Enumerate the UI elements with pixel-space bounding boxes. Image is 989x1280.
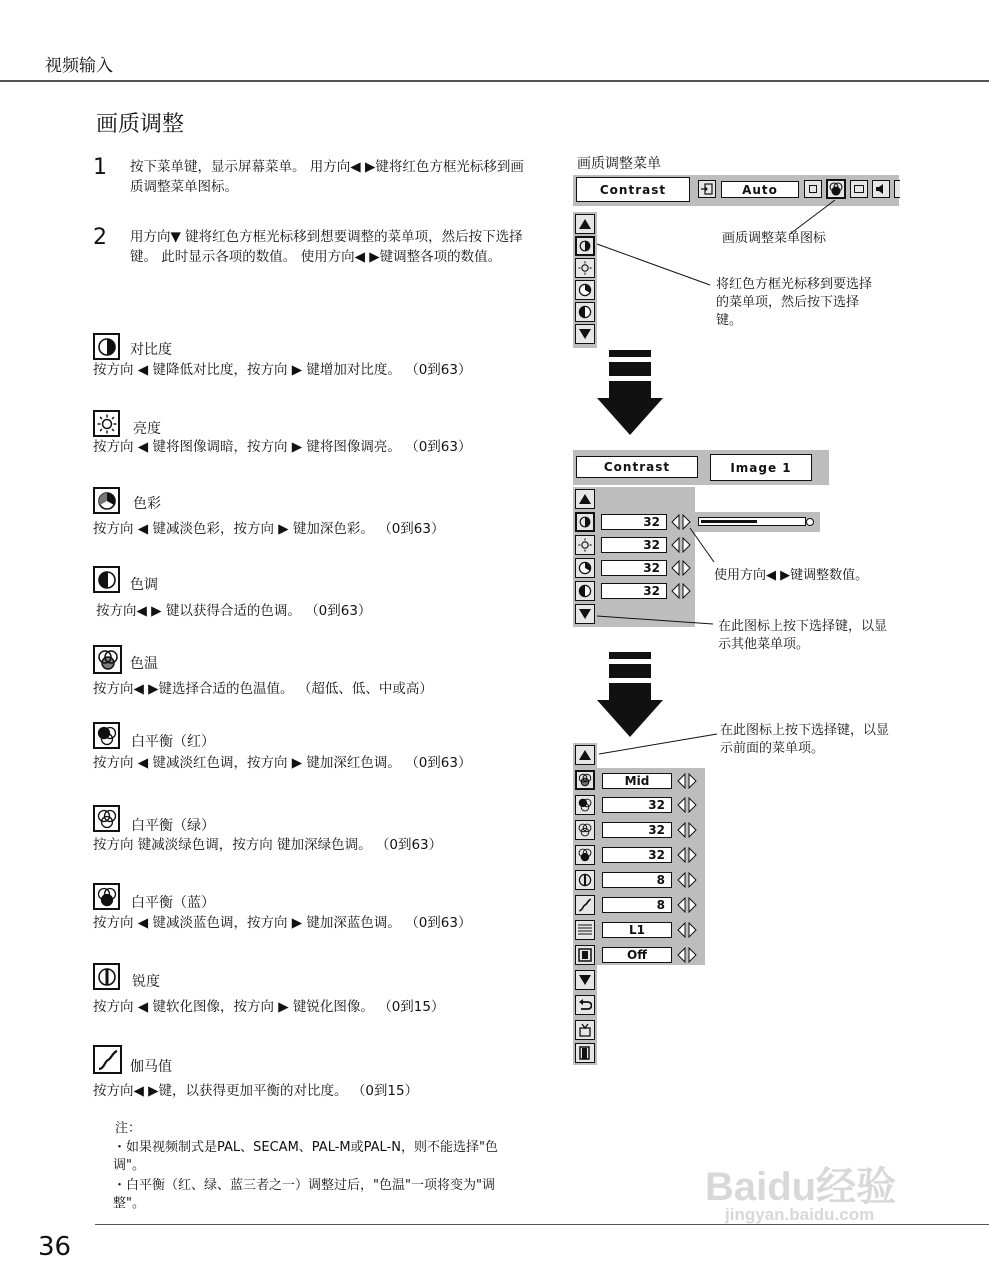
feature-desc: 按方向 ◀ 键降低对比度，按方向 ▶ 键增加对比度。 （0到63）: [93, 362, 472, 378]
feature-desc: 按方向 ◀ 键将图像调暗，按方向 ▶ 键将图像调亮。 （0到63）: [93, 439, 472, 455]
brightness-icon: [575, 535, 595, 555]
feature-name: 色彩: [133, 496, 161, 512]
left-right-arrows-icon: [677, 872, 697, 888]
note-label: 注：: [115, 1121, 142, 1136]
leader-line-adjust: [688, 526, 718, 566]
feature-name: 锐度: [132, 974, 160, 990]
gamma-icon: [575, 895, 595, 915]
feature-name: 白平衡（蓝）: [131, 895, 215, 911]
leader-line-prev: [597, 732, 722, 758]
noise-reduction-value: L1: [602, 922, 672, 938]
scroll-down-icon: [575, 604, 595, 624]
feature-name: 对比度: [130, 342, 172, 358]
exit-icon: [575, 1043, 595, 1063]
contrast-icon: [93, 333, 120, 360]
color-icon: [575, 558, 595, 578]
sharpness-icon: [93, 963, 120, 990]
note-item: ・白平衡（红、绿、蓝三者之一）调整过后，"色温"一项将变为"调整"。: [113, 1178, 495, 1211]
watermark-url: jingyan.baidu.com: [725, 1205, 875, 1224]
white-balance-red-icon: [93, 722, 120, 749]
leader-line-move: [595, 240, 715, 290]
page-title: 画质调整: [96, 112, 185, 137]
left-right-arrows-icon: [671, 583, 691, 599]
note-item: ・如果视频制式是PAL、SECAM、PAL-M或PAL-N，则不能选择"色调"。: [113, 1140, 498, 1173]
contrast-icon: [575, 236, 595, 256]
tint-icon: [93, 566, 120, 593]
color-temp-icon: [93, 645, 122, 674]
feature-desc: 按方向 ◀ 键软化图像，按方向 ▶ 键锐化图像。 （0到15）: [93, 999, 445, 1015]
progressive-icon: [575, 945, 595, 965]
header-divider: [0, 80, 989, 82]
color-icon: [575, 280, 595, 300]
big-down-arrow: [595, 350, 665, 436]
left-right-arrows-icon: [677, 922, 697, 938]
step-2-number: 2: [93, 225, 107, 250]
feature-desc: 按方向 ◀ 键减淡红色调，按方向 ▶ 键加深红色调。 （0到63）: [93, 755, 472, 771]
caption-next: 在此图标上按下选择键，以显示其他菜单项。: [718, 619, 888, 652]
feature-desc: 按方向◀ ▶ 键以获得合适的色调。 （0到63）: [96, 603, 372, 619]
gamma-icon: [93, 1045, 122, 1074]
reset-icon: [575, 995, 595, 1015]
screen-icon: [804, 180, 822, 198]
gamma-value: 8: [602, 897, 672, 913]
input-icon: [698, 180, 716, 198]
scroll-up-icon: [575, 214, 595, 234]
noise-reduction-icon: [575, 920, 595, 940]
mode-field: Auto: [721, 181, 799, 198]
progressive-value: Off: [602, 947, 672, 963]
left-right-arrows-icon: [677, 797, 697, 813]
contrast-field: Contrast: [576, 177, 690, 202]
white-balance-green-value: 32: [602, 822, 672, 838]
caption-prev: 在此图标上按下选择键，以显示前面的菜单项。: [720, 723, 890, 756]
color-icon: [93, 487, 120, 514]
left-right-arrows-icon: [677, 822, 697, 838]
left-right-arrows-icon: [677, 773, 697, 789]
contrast-field: Contrast: [576, 456, 698, 478]
sharpness-value: 8: [602, 872, 672, 888]
section-title: 视频输入: [45, 56, 113, 76]
more-icon: [894, 180, 900, 198]
watermark-brand: Baidu经验: [705, 1165, 897, 1209]
contrast-icon: [575, 512, 595, 532]
brightness-value: 32: [601, 537, 667, 553]
feature-desc: 按方向◀ ▶键选择合适的色温值。 （超低、低、中或高）: [93, 681, 433, 697]
display-icon: [850, 180, 868, 198]
big-down-arrow: [595, 652, 665, 738]
white-balance-red-icon: [575, 795, 595, 815]
white-balance-green-icon: [93, 805, 120, 832]
store-icon: [575, 1020, 595, 1040]
brightness-icon: [93, 410, 120, 437]
feature-name: 白平衡（红）: [131, 734, 215, 750]
feature-name: 亮度: [133, 421, 161, 437]
left-right-arrows-icon: [677, 897, 697, 913]
color-temp-value: Mid: [602, 773, 672, 789]
color-temp-icon: [575, 770, 595, 790]
tint-icon: [575, 302, 595, 322]
scroll-down-icon: [575, 324, 595, 344]
caption-move: 将红色方框光标移到要选择的菜单项，然后按下选择键。: [716, 277, 873, 328]
image-adjust-menu-icon: [826, 179, 846, 199]
feature-desc: 按方向 键减淡绿色调，按方向 键加深绿色调。 （0到63）: [93, 837, 443, 853]
step-1-text: 按下菜单键，显示屏幕菜单。 用方向◀ ▶键将红色方框光标移到画质调整菜单图标。: [130, 159, 524, 195]
sound-icon: [872, 180, 890, 198]
scroll-down-icon: [575, 970, 595, 990]
left-right-arrows-icon: [677, 847, 697, 863]
image-mode-field: Image 1: [710, 454, 812, 481]
feature-desc: 按方向◀ ▶键，以获得更加平衡的对比度。 （0到15）: [93, 1083, 419, 1099]
brightness-icon: [575, 258, 595, 278]
color-value: 32: [601, 560, 667, 576]
feature-desc: 按方向 ◀ 键减淡蓝色调，按方向 ▶ 键加深蓝色调。 （0到63）: [93, 915, 472, 931]
menu-title: 画质调整菜单: [577, 156, 661, 172]
step-1-number: 1: [93, 155, 107, 180]
left-right-arrows-icon: [677, 947, 697, 963]
slider-fill: [701, 520, 757, 523]
feature-name: 色调: [130, 577, 158, 593]
caption-menu-icon: 画质调整菜单图标: [722, 231, 827, 246]
sharpness-icon: [575, 870, 595, 890]
step-2-text: 用方向▼ 键将红色方框光标移到想要调整的菜单项，然后按下选择键。 此时显示各项的数值。 使用方向◀ ▶键调整各项的数值。: [130, 229, 523, 265]
leader-line-next: [595, 612, 715, 632]
page-number: 36: [38, 1232, 72, 1262]
slider-knob: [806, 518, 814, 526]
feature-name: 色温: [130, 656, 158, 672]
feature-name: 伽马值: [130, 1059, 172, 1075]
white-balance-blue-value: 32: [602, 847, 672, 863]
feature-desc: 按方向 ◀ 键减淡色彩，按方向 ▶ 键加深色彩。 （0到63）: [93, 521, 445, 537]
contrast-value: 32: [601, 514, 667, 530]
white-balance-blue-icon: [93, 883, 120, 910]
white-balance-blue-icon: [575, 845, 595, 865]
feature-name: 白平衡（绿）: [131, 818, 215, 834]
white-balance-green-icon: [575, 820, 595, 840]
tint-value: 32: [601, 583, 667, 599]
white-balance-red-value: 32: [602, 797, 672, 813]
caption-adjust: 使用方向◀ ▶键调整数值。: [714, 568, 869, 583]
level-slider: [698, 517, 806, 526]
tint-icon: [575, 581, 595, 601]
scroll-up-icon: [575, 745, 595, 765]
scroll-up-icon: [575, 489, 595, 509]
